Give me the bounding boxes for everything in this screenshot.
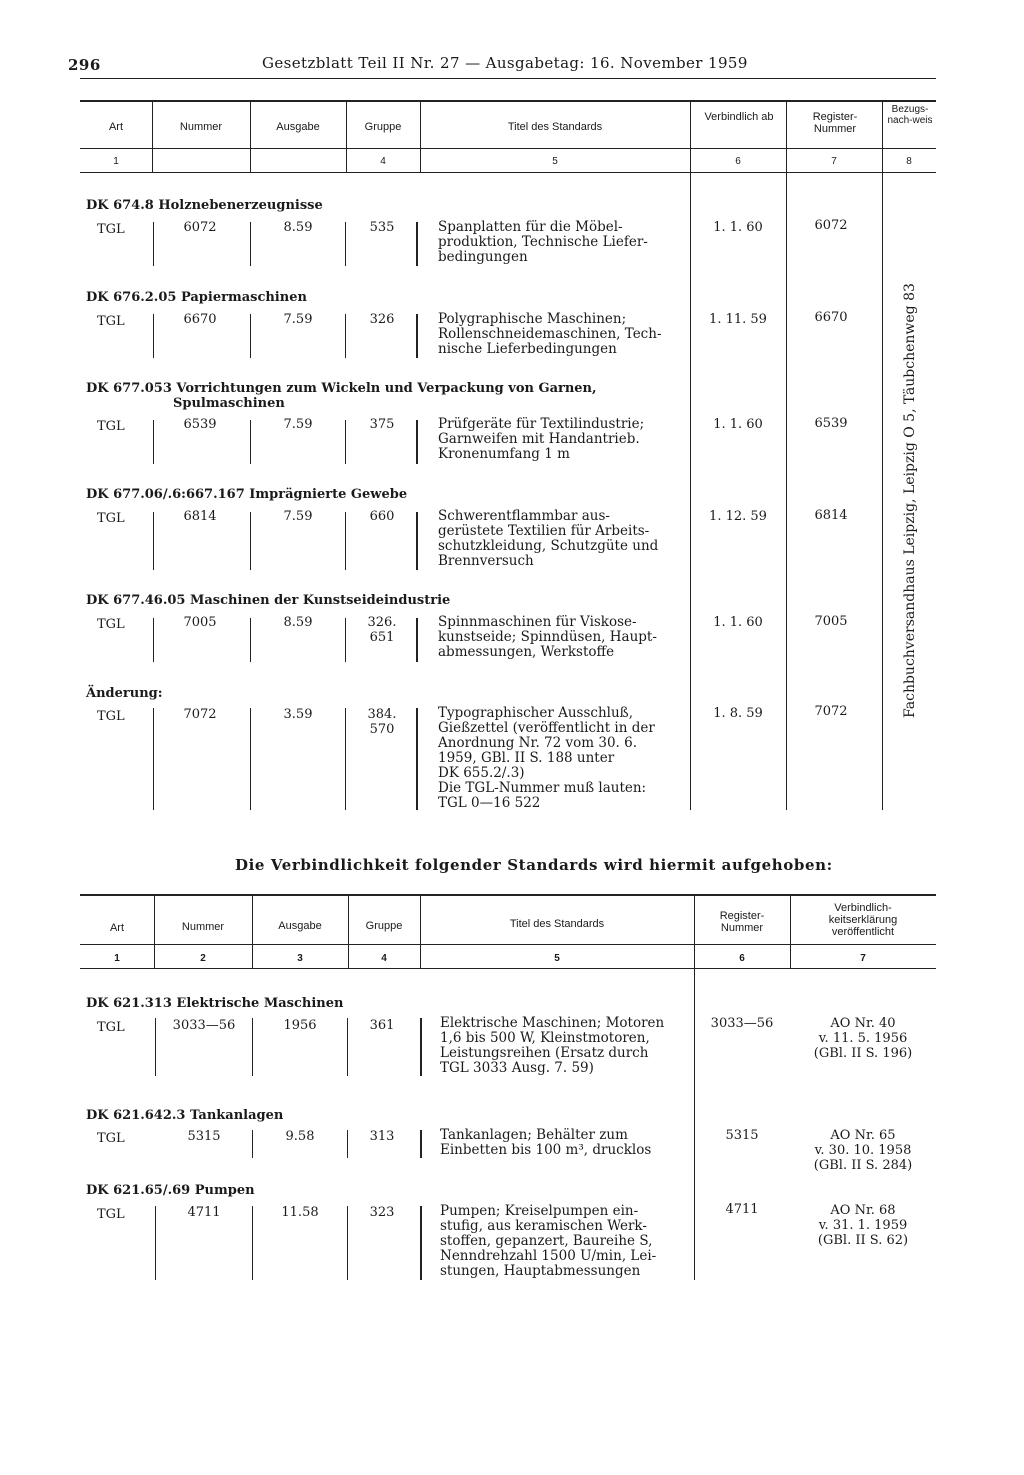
titel-line: Die TGL-Nummer muß lauten: [438,780,647,796]
veroeffentlicht-line: (GBl. II S. 284) [813,1158,913,1173]
table2-colnum-rule [80,968,936,969]
table2-colhead-titel: Titel des Standards [509,918,605,930]
row-rule [155,1206,156,1280]
nummer-cell: 3033—56 [172,1018,236,1033]
gruppe-cell: 326 [369,312,395,327]
ausgabe-cell: 7.59 [283,312,313,327]
table2-colhead-veroeffentlicht: Verbindlich-keitserklärung veröffentlicht [828,902,898,938]
table2-top-border [80,894,936,896]
verbindlich-cell: 1. 12. 59 [709,509,767,524]
register-cell: 7005 [814,614,848,629]
titel-line: stoffen, gepanzert, Baureihe S, [440,1233,653,1249]
section2-heading: Die Verbindlichkeit folgender Standards wird hiermit aufgehoben: [235,856,833,874]
titel-line: produktion, Technische Liefer- [438,234,648,250]
titel-line: TGL 0—16 522 [438,795,541,811]
veroeffentlicht-line: v. 30. 10. 1958 [814,1143,912,1158]
table1-colhead-titel: Titel des Standards [507,121,603,133]
gruppe-cell: 313 [369,1129,395,1144]
table2-colnum: 1 [114,953,120,964]
table2-colnum: 3 [297,953,303,964]
section-heading: DK 677.06/.6:667.167 Imprägnierte Gewebe [86,487,408,502]
art-cell: TGL [97,222,125,237]
register-cell: 3033—56 [710,1016,774,1031]
titel-line: nische Lieferbedingungen [438,341,617,357]
verbindlich-cell: 1. 1. 60 [713,417,763,432]
row-rule [153,512,154,570]
ausgabe-cell: 8.59 [283,220,313,235]
gruppe-cell: 326. [367,615,397,630]
row-rule [250,512,251,570]
table2-colnum: 6 [739,953,745,964]
row-rule [250,618,251,662]
table1-colhead-register: Register-Nummer [812,111,858,135]
register-cell: 6539 [814,416,848,431]
header-rule [80,78,936,79]
verbindlich-cell: 1. 11. 59 [709,312,767,327]
register-cell: 6072 [814,218,848,233]
verbindlich-cell: 1. 8. 59 [713,706,763,721]
titel-line: Spinnmaschinen für Viskose- [438,614,637,630]
art-cell: TGL [97,617,125,632]
row-rule [416,222,418,266]
titel-line: Leistungsreihen (Ersatz durch [440,1045,649,1061]
row-rule [252,1206,253,1280]
verbindlich-cell: 1. 1. 60 [713,615,763,630]
row-rule [347,1206,348,1280]
art-cell: TGL [97,314,125,329]
art-cell: TGL [97,1131,125,1146]
ausgabe-cell: 1956 [283,1018,317,1033]
gruppe-cell: 323 [369,1205,395,1220]
row-rule [345,314,346,358]
gruppe-cell: 384. [367,707,397,722]
nummer-cell: 7005 [183,615,217,630]
titel-line: Elektrische Maschinen; Motoren [440,1015,665,1031]
titel-line: kunstseide; Spinndüsen, Haupt- [438,629,657,645]
table1-header-rule [80,148,936,149]
titel-line: gerüstete Textilien für Arbeits- [438,523,650,539]
gruppe-cell: 660 [369,509,395,524]
section-heading: DK 677.053 Vorrichtungen zum Wickeln und Verpackung von Garnen, [86,381,597,396]
row-rule [420,1018,422,1076]
table1-col-divider [250,100,251,172]
table1-colhead-ausgabe: Ausgabe [276,121,320,133]
titel-line: Polygraphische Maschinen; [438,311,627,327]
table2-colhead-gruppe: Gruppe [365,920,403,932]
titel-line: Typographischer Ausschluß, [438,705,633,721]
table2-colhead-register: Register-Nummer [719,910,765,934]
ausgabe-cell: 8.59 [283,615,313,630]
row-rule [250,708,251,810]
veroeffentlicht-line: (GBl. II S. 62) [817,1233,909,1248]
register-cell: 6670 [814,310,848,325]
register-cell: 5315 [725,1128,759,1143]
art-cell: TGL [97,1020,125,1035]
gruppe-cell: 375 [369,417,395,432]
titel-line: bedingungen [438,249,528,265]
titel-line: Rollenschneidemaschinen, Tech- [438,326,662,342]
row-rule [416,420,418,464]
titel-line: abmessungen, Werkstoffe [438,644,615,660]
titel-line: Anordnung Nr. 72 vom 30. 6. [438,735,638,751]
table1-colnum: 6 [735,156,741,167]
row-rule [420,1130,422,1158]
nummer-cell: 6539 [183,417,217,432]
section-heading: DK 621.642.3 Tankanlagen [86,1108,284,1123]
titel-line: Gießzettel (veröffentlicht in der [438,720,655,736]
art-cell: TGL [97,511,125,526]
ausgabe-cell: 11.58 [281,1205,319,1220]
titel-line: Pumpen; Kreiselpumpen ein- [440,1203,639,1219]
section-heading: DK 674.8 Holznebenerzeugnisse [86,198,323,213]
table1-col-divider [786,100,787,810]
row-rule [420,1206,422,1280]
row-rule [153,618,154,662]
titel-line: Garnweifen mit Handantrieb. [438,431,640,447]
row-rule [153,420,154,464]
nummer-cell: 6814 [183,509,217,524]
row-rule [345,222,346,266]
section-heading: DK 676.2.05 Papiermaschinen [86,290,307,305]
table1-colhead-gruppe: Gruppe [364,121,402,133]
table2-colnum: 2 [200,953,206,964]
ausgabe-cell: 7.59 [283,509,313,524]
table1-col-divider [690,100,691,810]
titel-line: 1959, GBl. II S. 188 unter [438,750,615,766]
row-rule [252,1130,253,1158]
art-cell: TGL [97,1207,125,1222]
section-heading-continued: Spulmaschinen [173,396,285,411]
table2-colhead-ausgabe: Ausgabe [278,920,322,932]
table1-colnum: 5 [552,156,558,167]
row-rule [153,708,154,810]
titel-line: Prüfgeräte für Textilindustrie; [438,416,645,432]
row-rule [347,1130,348,1158]
row-rule [250,314,251,358]
table2-colhead-nummer: Nummer [181,921,225,933]
titel-line: Schwerentflammbar aus- [438,508,610,524]
titel-line: Nenndrehzahl 1500 U/min, Lei- [440,1248,657,1264]
table1-colhead-bezug: Bezugs-nach-weis [887,104,933,126]
table1-top-border [80,100,936,102]
register-cell: 7072 [814,704,848,719]
row-rule [153,314,154,358]
art-cell: TGL [97,419,125,434]
table1-colhead-verbindlich: Verbindlich ab [704,111,774,123]
table1-colnum-rule [80,172,936,173]
gruppe-cell: 535 [369,220,395,235]
table1-col-divider [882,100,883,810]
row-rule [250,420,251,464]
table1-colnum: 4 [380,156,386,167]
titel-line: Kronenumfang 1 m [438,446,570,462]
section-heading: DK 621.313 Elektrische Maschinen [86,996,344,1011]
table1-colnum: 7 [831,156,837,167]
table1-col-divider [152,100,153,172]
section-heading: Änderung: [86,686,163,701]
table1-colnum: 8 [906,156,912,167]
table1-colhead-nummer: Nummer [179,121,223,133]
veroeffentlicht-line: AO Nr. 40 [830,1016,896,1031]
titel-line: stungen, Hauptabmessungen [440,1263,641,1279]
section-heading: DK 621.65/.69 Pumpen [86,1183,255,1198]
titel-line: stufig, aus keramischen Werk- [440,1218,647,1234]
veroeffentlicht-line: AO Nr. 68 [830,1203,896,1218]
row-rule [416,512,418,570]
row-rule [345,512,346,570]
veroeffentlicht-line: v. 31. 1. 1959 [818,1218,908,1233]
row-rule [250,222,251,266]
gruppe-cell: 651 [369,630,395,645]
row-rule [416,618,418,662]
section-heading: DK 677.46.05 Maschinen der Kunstseideindustrie [86,593,451,608]
gruppe-cell: 570 [369,722,395,737]
titel-line: Brennversuch [438,553,534,569]
table2-header-rule [80,944,936,945]
register-cell: 6814 [814,508,848,523]
nummer-cell: 5315 [187,1129,221,1144]
register-cell: 4711 [725,1202,759,1217]
table2-colnum: 5 [554,953,560,964]
page-number: 296 [68,56,101,74]
side-note: Fachbuchversandhaus Leipzig, Leipzig O 5, Täubchenweg 83 [902,283,918,718]
titel-line: schutzkleidung, Schutzgüte und [438,538,659,554]
titel-line: DK 655.2/.3) [438,765,525,781]
page-title: Gesetzblatt Teil II Nr. 27 — Ausgabetag: 16. November 1959 [262,54,748,72]
row-rule [252,1018,253,1076]
row-rule [345,618,346,662]
row-rule [416,314,418,358]
nummer-cell: 6072 [183,220,217,235]
titel-line: 1,6 bis 500 W, Kleinstmotoren, [440,1030,650,1046]
art-cell: TGL [97,709,125,724]
gruppe-cell: 361 [369,1018,395,1033]
row-rule [153,222,154,266]
nummer-cell: 6670 [183,312,217,327]
veroeffentlicht-line: AO Nr. 65 [830,1128,896,1143]
table2-colhead-art: Art [109,922,125,934]
row-rule [345,420,346,464]
ausgabe-cell: 3.59 [283,707,313,722]
ausgabe-cell: 7.59 [283,417,313,432]
veroeffentlicht-line: v. 11. 5. 1956 [818,1031,908,1046]
row-rule [416,708,418,810]
ausgabe-cell: 9.58 [285,1129,315,1144]
table1-colhead-art: Art [108,121,124,133]
veroeffentlicht-line: (GBl. II S. 196) [813,1046,913,1061]
table1-colnum: 1 [113,156,119,167]
table2-colnum: 7 [860,953,866,964]
table2-colnum: 4 [381,953,387,964]
row-rule [345,708,346,810]
titel-line: Einbetten bis 100 m³, drucklos [440,1142,652,1158]
row-rule [347,1018,348,1076]
verbindlich-cell: 1. 1. 60 [713,220,763,235]
titel-line: Spanplatten für die Möbel- [438,219,623,235]
titel-line: Tankanlagen; Behälter zum [440,1127,628,1143]
row-rule [155,1018,156,1076]
nummer-cell: 4711 [187,1205,221,1220]
nummer-cell: 7072 [183,707,217,722]
titel-line: TGL 3033 Ausg. 7. 59) [440,1060,594,1076]
